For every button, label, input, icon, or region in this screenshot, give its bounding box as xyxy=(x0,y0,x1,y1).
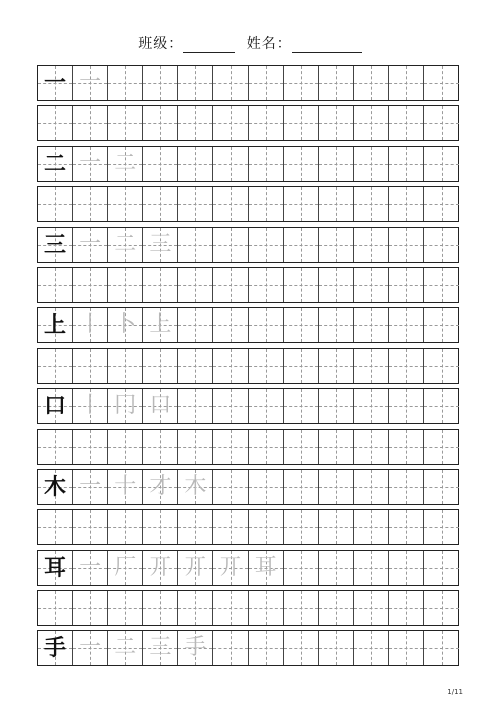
grid-cell xyxy=(213,430,248,464)
trace-character: 二 xyxy=(114,635,137,661)
model-character: 一 xyxy=(44,70,67,96)
class-label: 班级： xyxy=(138,36,184,52)
grid-cell xyxy=(249,430,284,464)
grid-cell xyxy=(424,349,459,383)
grid-cell xyxy=(319,631,354,665)
grid-cell xyxy=(249,106,284,140)
grid-cell xyxy=(319,430,354,464)
trace-character: 耳 xyxy=(254,554,277,580)
grid-cell xyxy=(389,349,424,383)
grid-cell xyxy=(38,349,73,383)
trace-character: 木 xyxy=(184,473,207,499)
grid-cell xyxy=(38,228,73,262)
grid-cell xyxy=(73,66,108,100)
grid-cell xyxy=(249,470,284,504)
grid-cell xyxy=(73,308,108,342)
grid-cell xyxy=(38,268,73,302)
grid-cell xyxy=(38,106,73,140)
trace-character: 上 xyxy=(149,312,172,338)
grid-cell xyxy=(389,308,424,342)
grid-cell xyxy=(178,551,213,585)
grid-cell xyxy=(108,228,143,262)
grid-cell xyxy=(143,66,178,100)
grid-cell xyxy=(389,268,424,302)
grid-cell xyxy=(319,349,354,383)
trace-character: 才 xyxy=(149,473,172,499)
grid-cell xyxy=(143,510,178,544)
grid-cell xyxy=(143,147,178,181)
trace-character: 二 xyxy=(114,150,137,176)
practice-grid xyxy=(37,65,459,671)
grid-cell xyxy=(389,147,424,181)
worksheet-header xyxy=(0,33,500,55)
grid-cell xyxy=(178,187,213,221)
grid-cell xyxy=(389,430,424,464)
model-character: 手 xyxy=(44,635,67,662)
practice-row xyxy=(37,65,459,101)
grid-cell xyxy=(389,187,424,221)
name-blank-line xyxy=(292,38,362,53)
trace-character: 丨 xyxy=(79,312,102,338)
grid-cell xyxy=(249,591,284,625)
grid-cell xyxy=(389,510,424,544)
blank-practice-row xyxy=(37,105,459,141)
grid-cell xyxy=(143,470,178,504)
grid-cell xyxy=(319,66,354,100)
grid-cell xyxy=(249,228,284,262)
grid-cell xyxy=(143,187,178,221)
trace-character: 三 xyxy=(149,635,172,661)
grid-cell xyxy=(424,389,459,423)
grid-cell xyxy=(389,389,424,423)
grid-cell xyxy=(143,389,178,423)
grid-cell xyxy=(249,147,284,181)
grid-cell xyxy=(319,389,354,423)
grid-cell xyxy=(178,430,213,464)
grid-cell xyxy=(38,66,73,100)
grid-cell xyxy=(354,349,389,383)
grid-cell xyxy=(249,551,284,585)
grid-cell xyxy=(38,510,73,544)
grid-cell xyxy=(213,631,248,665)
grid-cell xyxy=(389,66,424,100)
grid-cell xyxy=(38,591,73,625)
practice-row xyxy=(37,388,459,424)
trace-character: 三 xyxy=(149,231,172,257)
trace-character: 口 xyxy=(149,393,172,419)
grid-cell xyxy=(389,106,424,140)
grid-cell xyxy=(424,147,459,181)
trace-character: 一 xyxy=(79,473,102,499)
grid-cell xyxy=(319,147,354,181)
model-character: 上 xyxy=(44,312,67,339)
model-character: 三 xyxy=(44,231,67,258)
grid-cell xyxy=(424,551,459,585)
grid-cell xyxy=(178,147,213,181)
trace-character: 厂 xyxy=(114,554,137,580)
blank-practice-row xyxy=(37,590,459,626)
grid-cell xyxy=(354,591,389,625)
grid-cell xyxy=(108,66,143,100)
grid-cell xyxy=(249,268,284,302)
trace-character: 一 xyxy=(79,70,102,95)
grid-cell xyxy=(284,430,319,464)
grid-cell xyxy=(424,631,459,665)
model-character: 木 xyxy=(44,473,67,500)
grid-cell xyxy=(354,106,389,140)
trace-character: 丌 xyxy=(219,554,242,580)
practice-row xyxy=(37,307,459,343)
page-number: 1/11 xyxy=(447,688,463,696)
grid-cell xyxy=(178,308,213,342)
grid-cell xyxy=(38,430,73,464)
grid-cell xyxy=(354,187,389,221)
trace-character: 十 xyxy=(114,473,137,499)
grid-cell xyxy=(424,228,459,262)
practice-row xyxy=(37,227,459,263)
grid-cell xyxy=(389,228,424,262)
grid-cell xyxy=(143,228,178,262)
grid-cell xyxy=(213,510,248,544)
grid-cell xyxy=(249,349,284,383)
grid-cell xyxy=(284,389,319,423)
practice-row xyxy=(37,630,459,666)
grid-cell xyxy=(73,510,108,544)
grid-cell xyxy=(178,106,213,140)
trace-character: 一 xyxy=(79,231,102,257)
blank-practice-row xyxy=(37,509,459,545)
grid-cell xyxy=(319,510,354,544)
grid-cell xyxy=(108,106,143,140)
grid-cell xyxy=(73,430,108,464)
trace-character: 一 xyxy=(79,554,102,580)
grid-cell xyxy=(38,389,73,423)
grid-cell xyxy=(354,66,389,100)
grid-cell xyxy=(213,66,248,100)
grid-cell xyxy=(73,389,108,423)
grid-cell xyxy=(284,631,319,665)
trace-character: 一 xyxy=(79,150,102,176)
trace-character: 丌 xyxy=(184,554,207,580)
grid-cell xyxy=(143,349,178,383)
grid-cell xyxy=(424,430,459,464)
grid-cell xyxy=(178,228,213,262)
grid-cell xyxy=(38,147,73,181)
grid-cell xyxy=(108,389,143,423)
grid-cell xyxy=(73,187,108,221)
grid-cell xyxy=(354,631,389,665)
grid-cell xyxy=(108,631,143,665)
practice-row xyxy=(37,469,459,505)
grid-cell xyxy=(178,470,213,504)
grid-cell xyxy=(213,591,248,625)
grid-cell xyxy=(73,551,108,585)
grid-cell xyxy=(178,349,213,383)
grid-cell xyxy=(284,470,319,504)
grid-cell xyxy=(143,268,178,302)
grid-cell xyxy=(284,106,319,140)
grid-cell xyxy=(354,470,389,504)
grid-cell xyxy=(249,510,284,544)
grid-cell xyxy=(249,187,284,221)
grid-cell xyxy=(178,389,213,423)
grid-cell xyxy=(73,349,108,383)
grid-cell xyxy=(389,551,424,585)
grid-cell xyxy=(213,551,248,585)
grid-cell xyxy=(213,308,248,342)
grid-cell xyxy=(178,631,213,665)
grid-cell xyxy=(143,308,178,342)
grid-cell xyxy=(319,187,354,221)
grid-cell xyxy=(424,510,459,544)
grid-cell xyxy=(213,268,248,302)
practice-row xyxy=(37,550,459,586)
grid-cell xyxy=(38,308,73,342)
grid-cell xyxy=(284,591,319,625)
grid-cell xyxy=(143,430,178,464)
grid-cell xyxy=(424,308,459,342)
trace-character: 冂 xyxy=(114,393,137,419)
grid-cell xyxy=(108,470,143,504)
grid-cell xyxy=(319,551,354,585)
grid-cell xyxy=(284,187,319,221)
grid-cell xyxy=(73,591,108,625)
grid-cell xyxy=(284,349,319,383)
grid-cell xyxy=(354,268,389,302)
grid-cell xyxy=(38,631,73,665)
model-character: 二 xyxy=(44,150,67,177)
model-character: 口 xyxy=(44,393,67,420)
grid-cell xyxy=(213,389,248,423)
grid-cell xyxy=(249,66,284,100)
grid-cell xyxy=(389,591,424,625)
grid-cell xyxy=(354,147,389,181)
grid-cell xyxy=(108,349,143,383)
grid-cell xyxy=(108,591,143,625)
grid-cell xyxy=(143,106,178,140)
grid-cell xyxy=(319,470,354,504)
grid-cell xyxy=(424,106,459,140)
grid-cell xyxy=(213,470,248,504)
grid-cell xyxy=(424,66,459,100)
blank-practice-row xyxy=(37,186,459,222)
name-label: 姓名： xyxy=(246,36,292,52)
grid-cell xyxy=(108,268,143,302)
grid-cell xyxy=(319,106,354,140)
grid-cell xyxy=(319,591,354,625)
class-blank-line xyxy=(183,38,235,53)
grid-cell xyxy=(108,187,143,221)
grid-cell xyxy=(213,349,248,383)
grid-cell xyxy=(38,551,73,585)
grid-cell xyxy=(213,106,248,140)
grid-cell xyxy=(143,631,178,665)
grid-cell xyxy=(38,470,73,504)
grid-cell xyxy=(38,187,73,221)
blank-practice-row xyxy=(37,348,459,384)
grid-cell xyxy=(213,147,248,181)
grid-cell xyxy=(143,591,178,625)
trace-character: 二 xyxy=(114,231,137,257)
practice-row xyxy=(37,146,459,182)
trace-character: 丨 xyxy=(79,393,102,419)
grid-cell xyxy=(73,106,108,140)
grid-cell xyxy=(319,308,354,342)
grid-cell xyxy=(284,66,319,100)
grid-cell xyxy=(319,268,354,302)
grid-cell xyxy=(249,308,284,342)
grid-cell xyxy=(424,268,459,302)
grid-cell xyxy=(73,470,108,504)
grid-cell xyxy=(284,308,319,342)
grid-cell xyxy=(354,308,389,342)
grid-cell xyxy=(178,268,213,302)
grid-cell xyxy=(73,228,108,262)
grid-cell xyxy=(354,551,389,585)
model-character: 耳 xyxy=(44,554,67,581)
grid-cell xyxy=(108,308,143,342)
trace-character: 卜 xyxy=(114,312,137,338)
grid-cell xyxy=(178,510,213,544)
grid-cell xyxy=(108,430,143,464)
grid-cell xyxy=(73,147,108,181)
grid-cell xyxy=(108,510,143,544)
grid-cell xyxy=(284,268,319,302)
grid-cell xyxy=(319,228,354,262)
grid-cell xyxy=(73,268,108,302)
trace-character: 手 xyxy=(184,635,207,661)
grid-cell xyxy=(354,430,389,464)
grid-cell xyxy=(213,187,248,221)
grid-cell xyxy=(354,228,389,262)
grid-cell xyxy=(284,551,319,585)
grid-cell xyxy=(249,631,284,665)
grid-cell xyxy=(143,551,178,585)
trace-character: 一 xyxy=(79,635,102,661)
grid-cell xyxy=(284,228,319,262)
blank-practice-row xyxy=(37,267,459,303)
grid-cell xyxy=(284,510,319,544)
grid-cell xyxy=(178,66,213,100)
grid-cell xyxy=(284,147,319,181)
grid-cell xyxy=(389,631,424,665)
grid-cell xyxy=(108,147,143,181)
grid-cell xyxy=(213,228,248,262)
grid-cell xyxy=(354,389,389,423)
grid-cell xyxy=(73,631,108,665)
trace-character: 丌 xyxy=(149,554,172,580)
grid-cell xyxy=(424,470,459,504)
grid-cell xyxy=(424,187,459,221)
grid-cell xyxy=(389,470,424,504)
grid-cell xyxy=(108,551,143,585)
grid-cell xyxy=(424,591,459,625)
grid-cell xyxy=(178,591,213,625)
grid-cell xyxy=(354,510,389,544)
blank-practice-row xyxy=(37,429,459,465)
grid-cell xyxy=(249,389,284,423)
